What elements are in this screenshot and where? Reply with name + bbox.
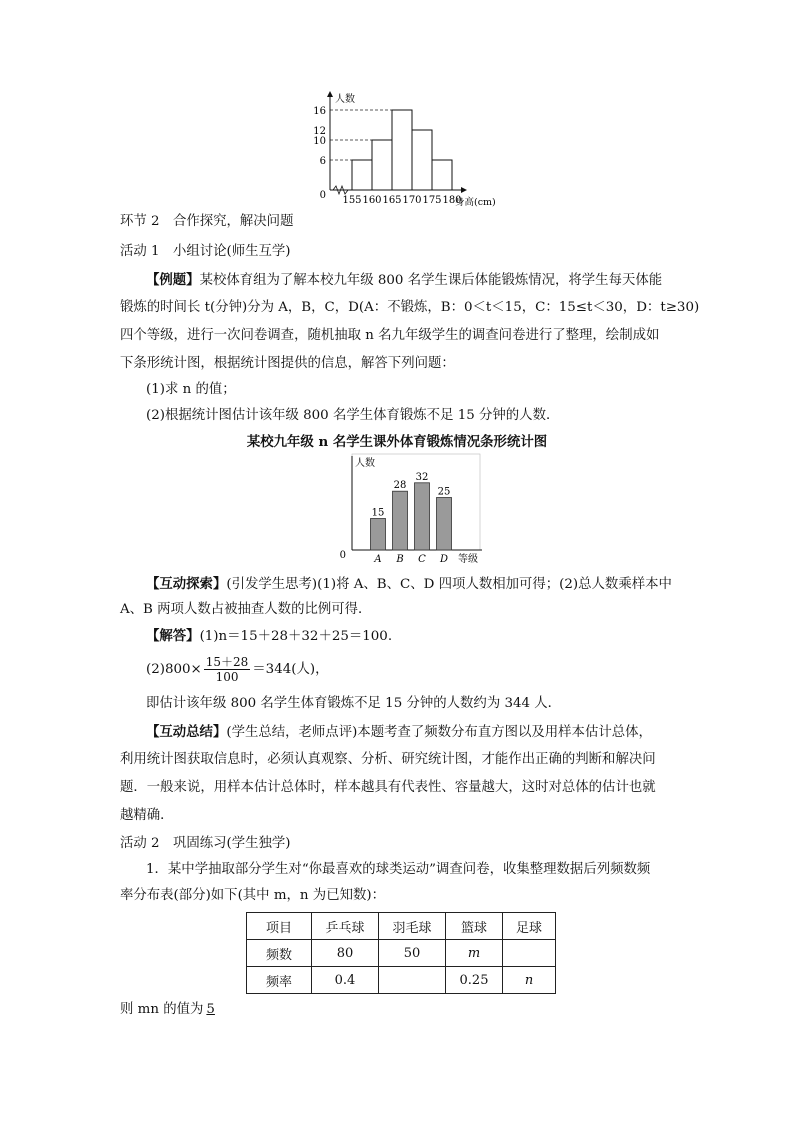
example-tag: 【例题】 (146, 272, 200, 288)
exercise-line1: 1．某中学抽取部分学生对“你最喜欢的球类运动”调查问卷，收集整理数据后列频数频 (146, 862, 651, 877)
answer-fraction (204, 655, 251, 684)
histogram-y-tick: 6 (319, 156, 326, 167)
table-cell (503, 940, 556, 967)
table-cell: m (446, 940, 503, 967)
summary-line3: 题．一般来说，用样本估计总体时，样本越具有代表性、容量越大，这时对总体的估计也就 (120, 780, 656, 795)
histogram-x-tick: 160 (362, 195, 382, 206)
summary-text1: (学生总结，老师点评)本题考查了频数分布直方图以及用样本估计总体， (226, 725, 652, 740)
histogram-x-tick: 180 (442, 195, 462, 206)
bar-chart-bar (393, 491, 408, 550)
histogram-bar (412, 130, 432, 190)
result-answer: 5 (206, 1002, 215, 1017)
explore-line2: A、B 两项人数占被抽查人数的比例可得． (120, 602, 372, 617)
answer-text1: (1)n＝15＋28＋32＋25＝100. (199, 629, 393, 644)
result-text: 则 mn 的值为 (120, 1002, 204, 1017)
bar-chart-category-label: A (374, 554, 382, 565)
fraction-numerator: 15＋28 (205, 655, 249, 669)
example-q2: (2)根据统计图估计该年级 800 名学生体育锻炼不足 15 分钟的人数． (146, 408, 560, 423)
histogram-bar (432, 160, 452, 190)
histogram-x-tick: 175 (422, 195, 442, 206)
histogram-x-arrow (461, 187, 467, 193)
histogram-bar (372, 140, 392, 190)
table-cell: 乒乓球 (312, 913, 379, 940)
histogram-x-tick: 165 (382, 195, 402, 206)
histogram-x-tick: 170 (402, 195, 422, 206)
table-cell: 篮球 (446, 913, 503, 940)
bar-chart (336, 452, 486, 568)
explore-line1 (146, 574, 706, 595)
histogram-bar (352, 160, 372, 190)
table-header-row (247, 913, 556, 940)
summary-line2: 利用统计图获取信息时，必须认真观察、分析、研究统计图，才能作出正确的判断和解决问 (120, 752, 656, 767)
histogram-y-tick: 16 (313, 106, 326, 117)
bar-chart-data-label: 25 (437, 486, 451, 498)
table-cell: 0.4 (312, 967, 379, 994)
bar-chart-category-label: D (439, 554, 449, 565)
bar-chart-category-label: C (418, 554, 426, 565)
table-cell: 频数 (247, 940, 312, 967)
bar-chart-category-label: B (396, 554, 404, 565)
answer-tag: 【解答】 (146, 628, 200, 644)
example-line1 (146, 270, 706, 291)
bar-chart-bar (415, 483, 430, 550)
example-line3: 四个等级，进行一次问卷调查，随机抽取 n 名九年级学生的调查问卷进行了整理，绘制成如 (120, 328, 660, 343)
frequency-table (246, 912, 556, 994)
bar-chart-bar (371, 519, 386, 551)
bar-chart-data-label: 15 (371, 507, 385, 519)
histogram-y-tick: 10 (313, 136, 326, 147)
histogram-chart (300, 88, 500, 210)
table-row (247, 967, 556, 994)
example-line4: 下条形统计图，根据统计图提供的信息，解答下列问题： (120, 356, 455, 371)
bar-chart-x-label: 等级 (458, 554, 478, 565)
fraction-denominator: 100 (215, 670, 239, 684)
answer-post: ＝344(人)， (252, 662, 329, 677)
activity1-heading: 活动 1 小组讨论(师生互学) (120, 244, 291, 259)
summary-line4: 越精确． (120, 808, 174, 823)
table-cell: n (503, 967, 556, 994)
table-cell: 足球 (503, 913, 556, 940)
histogram-origin: 0 (319, 190, 326, 201)
table-cell (379, 967, 446, 994)
table-cell: 80 (312, 940, 379, 967)
table-cell: 频率 (247, 967, 312, 994)
histogram-x-tick: 155 (342, 195, 362, 206)
bar-chart-bar (437, 498, 452, 551)
example-q1: (1)求 n 的值； (146, 382, 236, 397)
answer-pre: (2)800× (146, 662, 202, 677)
bar-chart-data-label: 32 (415, 471, 429, 483)
histogram-y-label: 人数 (335, 94, 355, 105)
explore-tag: 【互动探索】 (146, 576, 227, 592)
bar-chart-origin: 0 (339, 550, 346, 561)
activity2-heading: 活动 2 巩固练习(学生独学) (120, 836, 291, 851)
exercise-result (120, 1000, 680, 1020)
table-row (247, 940, 556, 967)
exercise-line2: 率分布表(部分)如下(其中 m，n 为已知数)： (120, 888, 385, 903)
histogram-y-tick: 12 (313, 126, 326, 137)
table-cell: 0.25 (446, 967, 503, 994)
section-link2: 环节 2 合作探究，解决问题 (120, 214, 294, 229)
example-line2: 锻炼的时间长 t(分钟)分为 A，B，C，D(A：不锻炼，B：0＜t＜15，C：15≤t＜30，D：t≥30) (120, 300, 700, 315)
example-text1: 某校体育组为了解本校九年级 800 名学生课后体能锻炼情况，将学生每天体能 (199, 273, 663, 288)
summary-line1 (146, 722, 706, 743)
explore-text1: (引发学生思考)(1)将 A、B、C、D 四项人数相加可得；(2)总人数乘样本中 (226, 577, 672, 592)
histogram-y-arrow (327, 91, 333, 97)
table-cell: 羽毛球 (379, 913, 446, 940)
histogram-bar (392, 110, 412, 190)
answer-line1 (146, 626, 706, 647)
bar-chart-y-label: 人数 (355, 458, 375, 469)
bar-chart-title: 某校九年级 n 名学生课外体育锻炼情况条形统计图 (246, 434, 548, 450)
answer-line2 (146, 652, 706, 688)
summary-tag: 【互动总结】 (146, 724, 227, 740)
histogram-x-label: 身高(cm) (455, 197, 496, 208)
table-cell: 50 (379, 940, 446, 967)
bar-chart-data-label: 28 (393, 480, 407, 492)
answer-line3: 即估计该年级 800 名学生体育锻炼不足 15 分钟的人数约为 344 人． (146, 696, 562, 711)
table-cell: 项目 (247, 913, 312, 940)
